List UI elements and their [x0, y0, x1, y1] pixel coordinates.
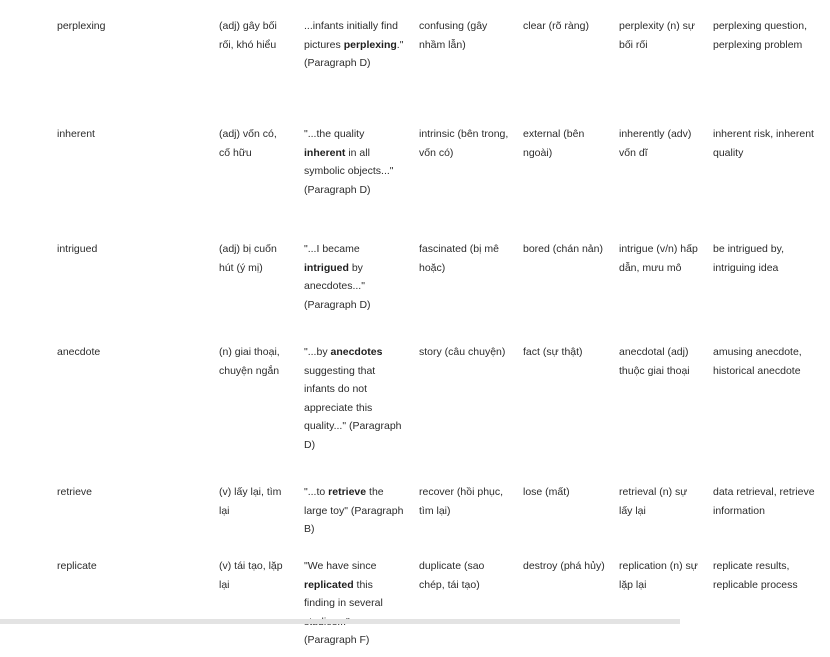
- example-post: suggesting that infants do not appreciate this quality..." (Paragraph D): [304, 364, 402, 451]
- collocation-cell: [713, 471, 830, 545]
- word-family-cell: [619, 0, 713, 113]
- synonym-cell: [419, 545, 523, 657]
- example-text: [304, 125, 419, 199]
- example-pre: ...infants initially find pictures: [304, 20, 398, 51]
- example-text: [304, 557, 419, 650]
- word-family-cell: [619, 228, 713, 331]
- synonym-text: story (câu chuyện): [419, 346, 506, 358]
- word-family-cell: [619, 113, 713, 228]
- table-row: [0, 228, 830, 331]
- synonym-cell: [419, 471, 523, 545]
- antonym-text: destroy (phá hủy): [523, 560, 605, 572]
- antonym-cell: [523, 0, 619, 113]
- example-keyword: anecdotes: [330, 346, 383, 358]
- example-pre: "...to: [304, 486, 329, 498]
- synonym-text: confusing (gây nhầm lẫn): [419, 20, 488, 51]
- meaning-cell: [219, 545, 304, 657]
- collocation-text: amusing anecdote, historical anecdote: [713, 346, 802, 377]
- word-family-text: perplexity (n) sự bối rối: [619, 20, 695, 51]
- example-text: [304, 240, 419, 314]
- word-text: intrigued: [57, 243, 98, 255]
- meaning-text: (adj) bị cuốn hút (ý mị): [219, 243, 277, 274]
- collocation-text: be intrigued by, intriguing idea: [713, 243, 785, 274]
- example-keyword: replicated: [304, 578, 354, 591]
- example-cell: [304, 545, 419, 657]
- synonym-text: duplicate (sao chép, tái tạo): [419, 560, 485, 591]
- word-text: replicate: [57, 560, 97, 572]
- synonym-text: fascinated (bị mê hoặc): [419, 243, 499, 274]
- meaning-text: (v) tái tạo, lặp lại: [219, 560, 283, 591]
- table-row: [0, 0, 830, 113]
- synonym-text: recover (hồi phục, tìm lại): [419, 486, 504, 517]
- example-keyword: retrieve: [328, 486, 367, 498]
- meaning-cell: [219, 228, 304, 331]
- collocation-text: inherent risk, inherent quality: [713, 128, 814, 159]
- example-text: [304, 483, 419, 539]
- antonym-cell: [523, 471, 619, 545]
- word-cell: [0, 0, 219, 113]
- example-cell: [304, 331, 419, 471]
- word-family-text: retrieval (n) sự lấy lại: [619, 486, 688, 517]
- meaning-cell: [219, 0, 304, 113]
- table-row: [0, 471, 830, 545]
- synonym-cell: [419, 0, 523, 113]
- table-row: [0, 331, 830, 471]
- example-pre: "...by: [304, 346, 331, 358]
- horizontal-scrollbar[interactable]: [0, 619, 680, 624]
- collocation-cell: [713, 0, 830, 113]
- antonym-text: clear (rõ ràng): [523, 20, 589, 32]
- example-post: this finding in several (Paragraph F): [304, 578, 383, 647]
- meaning-text: (n) giai thoại, chuyện ngắn: [219, 346, 280, 377]
- word-cell: [0, 331, 219, 471]
- word-cell: [0, 228, 219, 331]
- example-pre: "We have since: [304, 560, 377, 572]
- word-family-text: anecdotal (adj) thuộc giai thoại: [619, 346, 690, 377]
- example-pre: "...I became: [304, 243, 360, 255]
- word-text: inherent: [57, 128, 95, 140]
- table-row: [0, 545, 830, 657]
- meaning-text: (adj) vốn có, cố hữu: [219, 128, 277, 159]
- collocation-cell: [713, 545, 830, 657]
- meaning-text: (adj) gây bối rối, khó hiểu: [219, 20, 277, 51]
- example-cell: [304, 113, 419, 228]
- word-text: anecdote: [57, 346, 101, 358]
- word-family-text: inherently (adv) vốn dĩ: [619, 128, 692, 159]
- word-cell: [0, 471, 219, 545]
- example-text: [304, 17, 419, 73]
- example-post: the large toy" (Paragraph B): [304, 486, 404, 536]
- example-post: in all symbolic objects..." (Paragraph D): [304, 146, 394, 196]
- example-keyword: perplexing: [343, 38, 397, 51]
- example-pre: "...the quality: [304, 128, 365, 140]
- meaning-cell: [219, 331, 304, 471]
- example-cell: [304, 228, 419, 331]
- synonym-cell: [419, 228, 523, 331]
- word-family-text: intrigue (v/n) hấp dẫn, mưu mô: [619, 243, 698, 274]
- antonym-cell: [523, 113, 619, 228]
- collocation-cell: [713, 331, 830, 471]
- word-text: retrieve: [57, 486, 93, 498]
- collocation-cell: [713, 113, 830, 228]
- word-text: perplexing: [57, 20, 106, 32]
- meaning-cell: [219, 113, 304, 228]
- collocation-cell: [713, 228, 830, 331]
- example-keyword: inherent: [304, 146, 346, 159]
- antonym-text: fact (sự thật): [523, 346, 583, 358]
- synonym-cell: [419, 331, 523, 471]
- antonym-text: lose (mất): [523, 486, 570, 498]
- word-family-cell: [619, 545, 713, 657]
- table-row: [0, 113, 830, 228]
- example-cell: [304, 471, 419, 545]
- example-keyword: intrigued: [304, 261, 349, 274]
- synonym-cell: [419, 113, 523, 228]
- antonym-cell: [523, 331, 619, 471]
- antonym-cell: [523, 228, 619, 331]
- meaning-text: (v) lấy lại, tìm lại: [219, 486, 282, 517]
- antonym-cell: [523, 545, 619, 657]
- word-cell: [0, 545, 219, 657]
- synonym-text: intrinsic (bên trong, vốn có): [419, 128, 509, 159]
- collocation-text: perplexing question, perplexing problem: [713, 20, 807, 51]
- antonym-text: bored (chán nản): [523, 243, 603, 255]
- meaning-cell: [219, 471, 304, 545]
- antonym-text: external (bên ngoài): [523, 128, 585, 159]
- word-family-cell: [619, 471, 713, 545]
- example-cell: [304, 0, 419, 113]
- word-family-text: replication (n) sự lặp lại: [619, 560, 698, 591]
- example-post: ." (Paragraph D): [304, 38, 404, 70]
- word-cell: [0, 113, 219, 228]
- collocation-text: replicate results, replicable process: [713, 560, 798, 591]
- example-post: by anecdotes..." (Paragraph D): [304, 261, 371, 311]
- word-family-cell: [619, 331, 713, 471]
- collocation-text: data retrieval, retrieve information: [713, 486, 815, 517]
- example-text: [304, 343, 419, 455]
